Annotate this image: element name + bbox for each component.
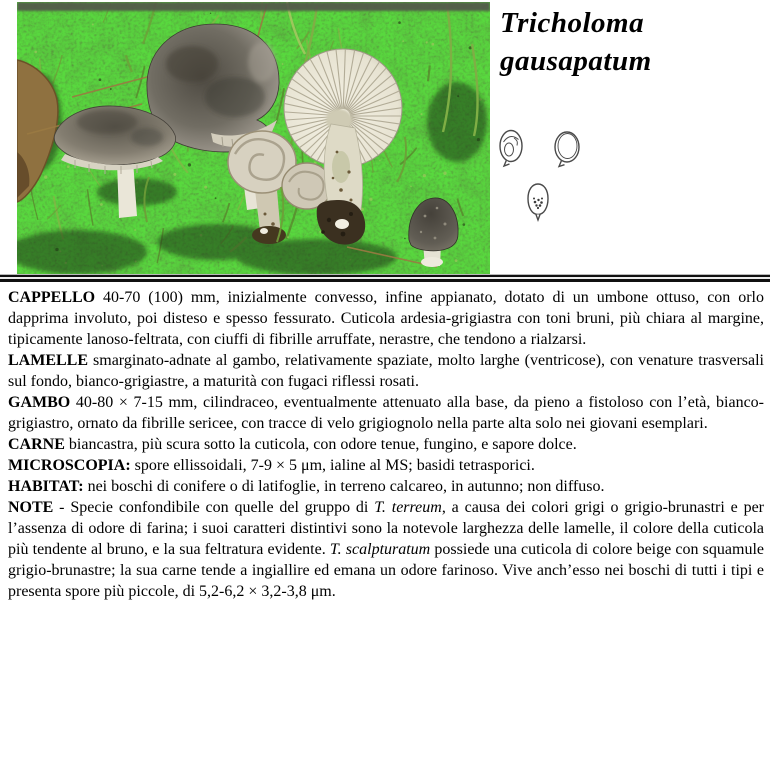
description-sections <box>8 287 764 602</box>
section-gambo: GAMBO 40-80 × 7-15 mm, cilindraceo, eventualmente attenuato alla base, da pieno a fistoloso con l’età, bianco-grigiastro, ornato da fibrille sericee, con tracce di velo grigiognolo nella parte alta solo nei giovani esemplari. <box>8 394 764 432</box>
photo-top-band <box>17 2 490 11</box>
mushroom-photo <box>17 2 490 274</box>
section-microscopia: MICROSCOPIA: spore ellissoidali, 7-9 × 5 μm, ialine al MS; basidi tetrasporici. <box>8 457 535 474</box>
section-cappello: CAPPELLO 40-70 (100) mm, inizialmente convesso, infine appianato, dotato di un umbone ottuso, con orlo dapprima involuto, poi disteso e spesso fessurato. Cuticola ardesia-grigiastra con toni bruni, più chiara al margine, tipicamente lanoso-feltrata, con ciuffi di fibrille arruffate, nerastre, che tendono a rialzarsi. <box>8 289 764 348</box>
species-epithet: gausapatum <box>500 45 652 77</box>
separator-rule <box>0 274 770 283</box>
species-title <box>500 4 764 80</box>
mushroom-photo-illustration <box>17 2 490 274</box>
section-note: NOTE - Specie confondibile con quelle del gruppo di T. terreum, a causa dei colori grigi o grigio-brunastri e per l’assenza di odore di farina; i suoi caratteri distintivi sono la notevole larghezza delle lamelle, il colore della cuticola più tendente al bruno, e la sua feltratura evidente. T. scalpturatum possiede una cuticola di colore beige con squamule grigio-brunastre; la sua carne tende a ingiallire ed emana un odore farinoso. Vive anch’esso nei boschi di tutti i tipi e presenta spore più piccole, di 5,2-6,2 × 3,2-3,8 μm. <box>8 499 765 600</box>
section-lamelle: LAMELLE smarginato-adnate al gambo, relativamente spaziate, molto larghe (ventricose), con venature trasversali sul fondo, bianco-grigiastre, a maturità con fugaci riflessi rosati. <box>8 352 764 390</box>
species-genus: Tricholoma <box>500 7 645 39</box>
spore-illustration-outline <box>555 132 579 167</box>
section-carne: CARNE biancastra, più scura sotto la cuticola, con odore tenue, fungino, e sapore dolce. <box>8 436 577 453</box>
spore-illustrations <box>495 122 607 232</box>
spore-illustration-granular <box>528 184 548 220</box>
section-habitat: HABITAT: nei boschi di conifere o di latifoglie, in terreno calcareo, in autunno; non diffuso. <box>8 478 605 495</box>
spore-illustration-guttulate <box>500 131 522 167</box>
